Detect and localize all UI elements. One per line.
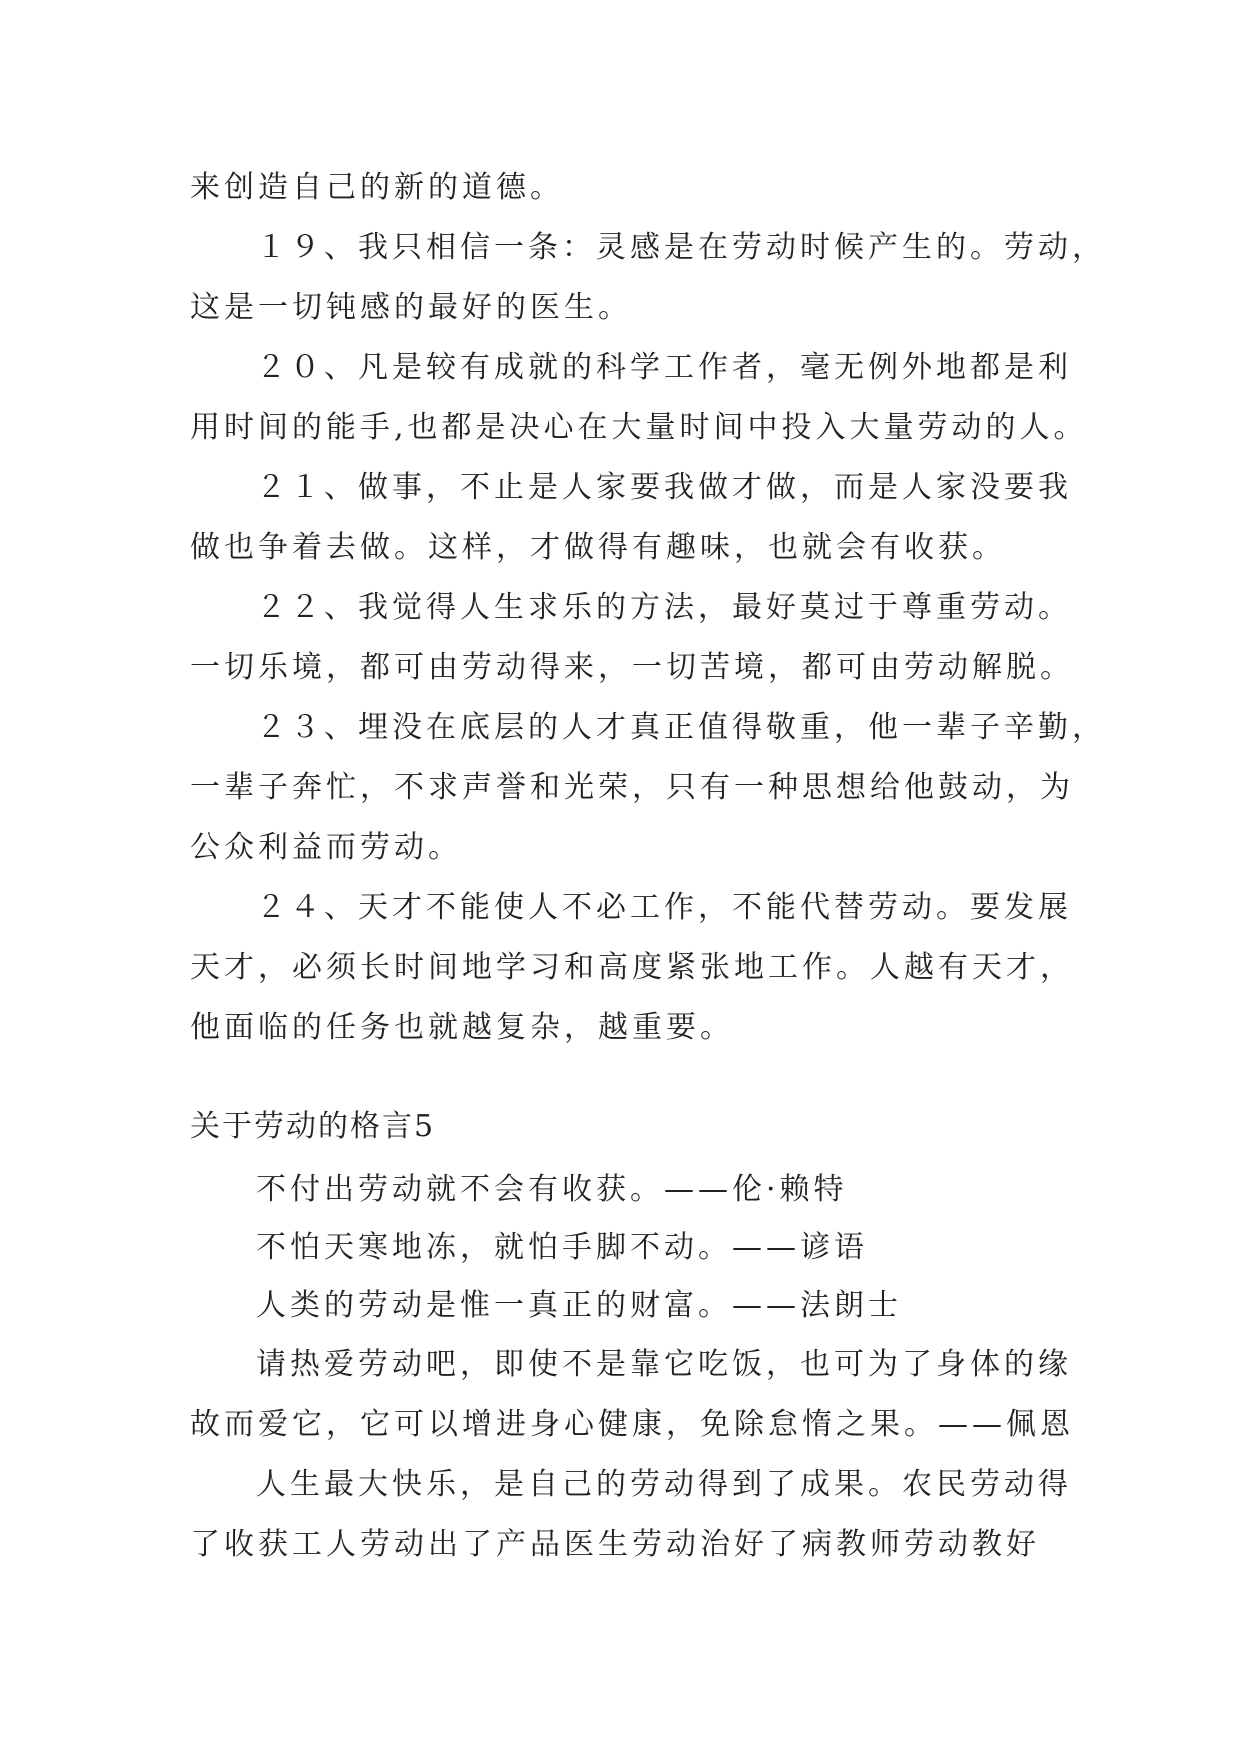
section-heading: 关于劳动的格言5 — [190, 1109, 436, 1144]
paragraph-line: 做也争着去做。这样，才做得有趣味，也就会有收获。 — [190, 530, 1006, 565]
paragraph-line: 来创造自己的新的道德。 — [190, 170, 564, 205]
quote-line: 人类的劳动是惟一真正的财富。——法朗士 — [256, 1288, 902, 1323]
paragraph-line: 用时间的能手,也都是决心在大量时间中投入大量劳动的人。 — [190, 410, 1088, 445]
quote-line: 故而爱它，它可以增进身心健康，免除怠惰之果。——佩恩 — [190, 1407, 1074, 1442]
quote-line: 不怕天寒地冻，就怕手脚不动。——谚语 — [256, 1230, 868, 1265]
paragraph-line: ２３、埋没在底层的人才真正值得敬重，他一辈子辛勤， — [256, 710, 1106, 745]
quote-line: 人生最大快乐，是自己的劳动得到了成果。农民劳动得 — [256, 1467, 1072, 1502]
paragraph-line: 这是一切钝感的最好的医生。 — [190, 290, 632, 325]
paragraph-line: ２０、凡是较有成就的科学工作者，毫无例外地都是利 — [256, 350, 1072, 385]
paragraph-line: 天才，必须长时间地学习和高度紧张地工作。人越有天才， — [190, 950, 1074, 985]
paragraph-line: 一辈子奔忙，不求声誉和光荣，只有一种思想给他鼓动，为 — [190, 770, 1074, 805]
paragraph-line: ２１、做事，不止是人家要我做才做，而是人家没要我 — [256, 470, 1072, 505]
paragraph-line: 公众利益而劳动。 — [190, 830, 462, 865]
section-spacer — [190, 1058, 1070, 1103]
document-body — [190, 158, 1106, 1575]
quote-line: 不付出劳动就不会有收获。——伦·赖特 — [256, 1172, 848, 1207]
paragraph-line: ２４、天才不能使人不必工作，不能代替劳动。要发展 — [256, 890, 1072, 925]
quote-line: 了收获工人劳动出了产品医生劳动治好了病教师劳动教好 — [190, 1527, 1040, 1562]
paragraph-line: 他面临的任务也就越复杂，越重要。 — [190, 1010, 734, 1045]
quote-line: 请热爱劳动吧，即使不是靠它吃饭，也可为了身体的缘 — [256, 1347, 1072, 1382]
paragraph-line: ２２、我觉得人生求乐的方法，最好莫过于尊重劳动。 — [256, 590, 1072, 625]
paragraph-line: １９、我只相信一条：灵感是在劳动时候产生的。劳动， — [256, 230, 1106, 265]
paragraph-line: 一切乐境，都可由劳动得来，一切苦境，都可由劳动解脱。 — [190, 650, 1074, 685]
